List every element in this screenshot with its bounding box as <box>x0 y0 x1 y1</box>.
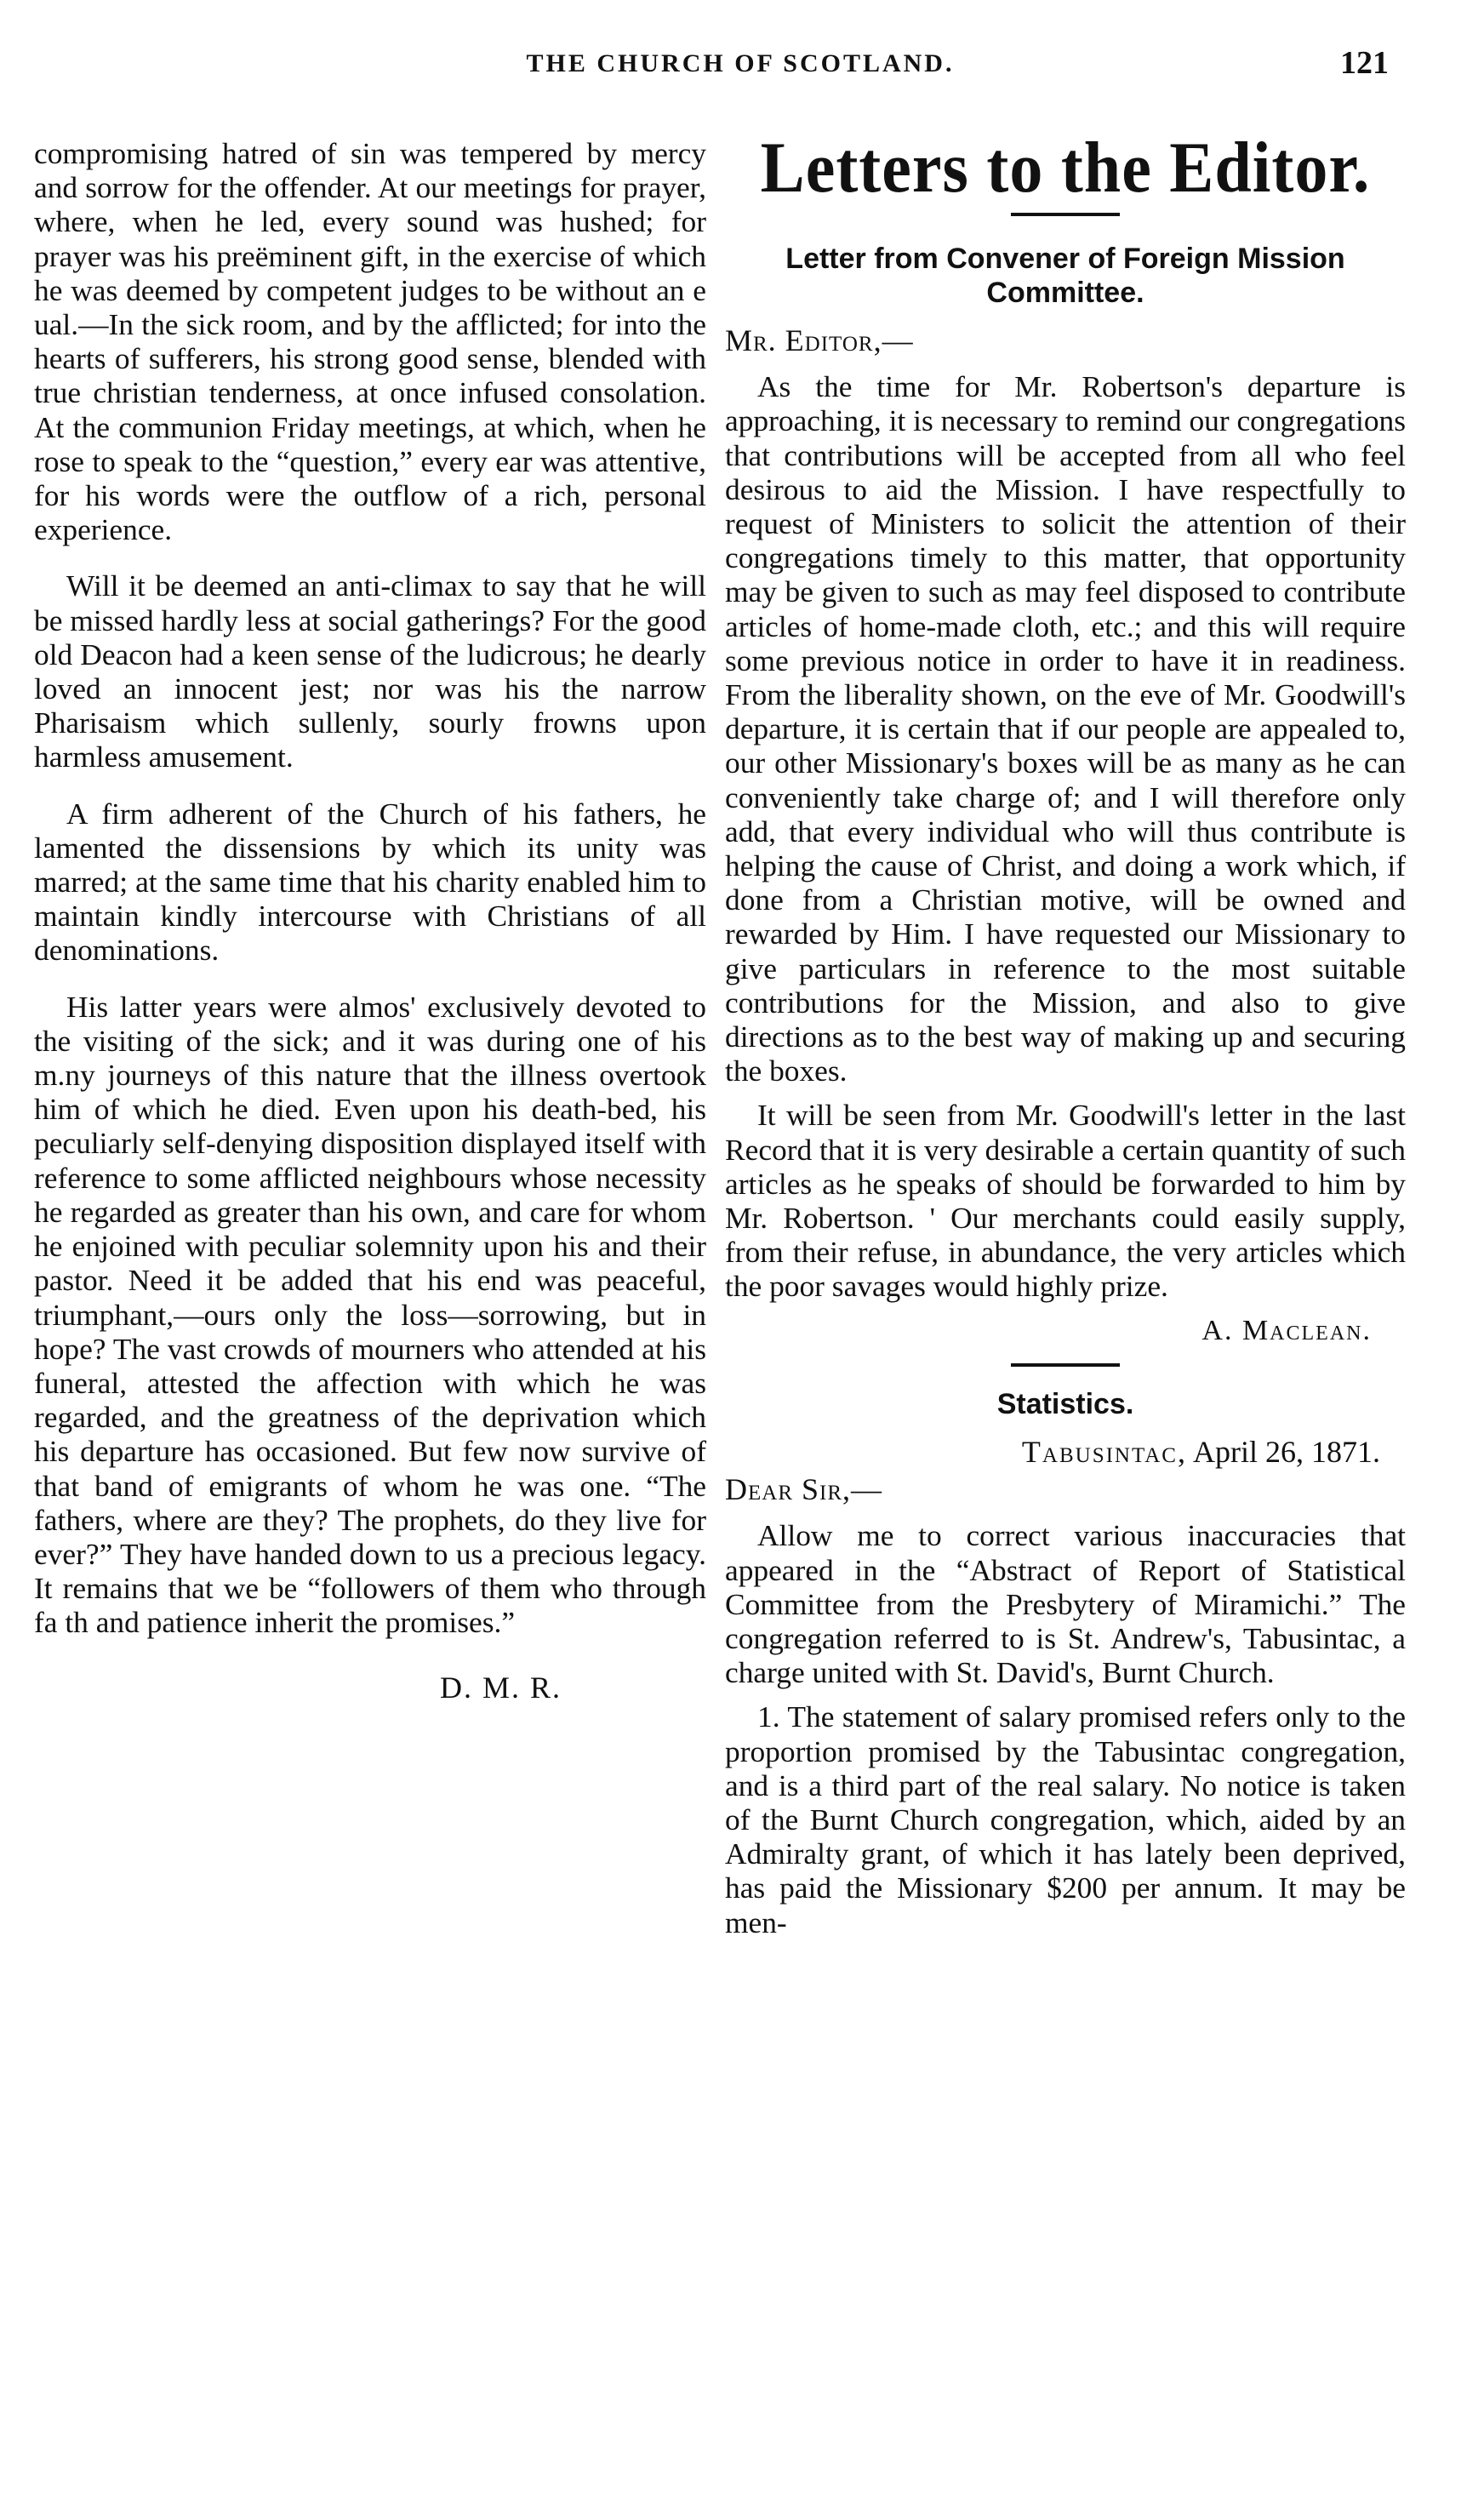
paragraph-statistics-1: Allow me to correct various inaccuracies that appeared in the “Abstract of Report of Statistical Committee from the Presbytery of Miramichi.” The congregation referred to is St. Andrew's, Tabusintac, a charge united with St. David's, Burnt Church. <box>725 1518 1406 1690</box>
letter-heading-convener: Letter from Convener of Foreign Mission Committee. <box>785 243 1345 309</box>
dateline <box>725 1435 1380 1469</box>
divider-rule <box>1011 1363 1120 1367</box>
dateline-date: April 26, 1871. <box>1193 1434 1380 1469</box>
paragraph-obituary-1: compromising hatred of sin was tempered by mercy and sorrow for the offender. At our meetings for prayer, where, when he led, every sound was hushed; for prayer was his preëminent gift, in the exercise of which he was deemed by competent judges to be without an e ual.—In the sick room, and by the afflicted; for into the hearts of sufferers, his strong good sense, blended with true christian tenderness, at once infused consolation. At the communion Friday meetings, at which, when he rose to speak to the “question,” every ear was attentive, for his words were the outflow of a rich, personal experience. <box>34 136 706 547</box>
salutation-mr-editor: Mr. Editor,— <box>725 323 914 357</box>
paragraph-obituary-3: A firm adherent of the Church of his fathers, he lamented the dissensions by which its unity was marred; at the same time that his charity enabled him to maintain kindly intercourse with Christians of all denominations. <box>34 796 706 968</box>
running-title: THE CHURCH OF SCOTLAND. <box>526 49 955 77</box>
dateline-place: Tabusintac, <box>1021 1434 1187 1469</box>
page-number: 121 <box>1340 45 1389 81</box>
obituary-signature: D. M. R. <box>439 1670 562 1705</box>
letter-heading-statistics: Statistics. <box>996 1387 1134 1420</box>
left-column <box>34 136 706 1705</box>
paragraph-obituary-2: Will it be deemed an anti-climax to say that he will be missed hardly less at social gatherings? For the good old Deacon had a keen sense of the ludicrous; he dearly loved an innocent jest; nor was his the narrow Pharisaism which sullenly, sourly frowns upon harmless amusement. <box>34 568 706 774</box>
paragraph-convener-1: As the time for Mr. Robertson's departure is approaching, it is necessary to remind our congregations that contributions will be accepted from all who feel desirous to aid the Mission. I have respectfully to request of Ministers to solicit the attention of their congregations timely to this matter, that opportunity may be given to such as may feel disposed to contribute articles of home-made cloth, etc.; and this will require some previous notice in order to have it in readiness. From the liberality shown, on the eve of Mr. Goodwill's departure, it is certain that if our people are appealed to, our other Missionary's boxes will be as many as he can conveniently take charge of; and I will therefore only add, that every individual who will thus contribute is helping the cause of Christ, and doing a work which, if done from a Christian motive, will be owned and rewarded by Him. I have requested our Missionary to give particulars in reference to the most suitable contributions for the Mission, and also to give directions as to the best way of making up and securing the boxes. <box>725 369 1406 1088</box>
paragraph-statistics-2: 1. The statement of salary promised refers only to the proportion promised by the Tabusintac congregation, and is a third part of the real salary. No notice is taken of the Burnt Church congregation, which, aided by an Admiralty grant, of which it has lately been deprived, has paid the Missionary $200 per annum. It may be men- <box>725 1699 1406 1939</box>
right-column <box>725 129 1406 1950</box>
paragraph-convener-2: It will be seen from Mr. Goodwill's letter in the last Record that it is very desirable a certain quantity of such articles as he speaks of should be forwarded to him by Mr. Robertson. ' Our merchants could easily supply, from their refuse, in abundance, the very articles which the poor savages would highly prize. <box>725 1098 1406 1304</box>
convener-signature: A. Maclean. <box>1201 1314 1372 1346</box>
paragraph-obituary-4: His latter years were almos' exclusively devoted to the visiting of the sick; and it was during one of his m.ny journeys of this nature that the illness overtook him of which he died. Even upon his death-bed, his peculiarly self-denying disposition displayed itself with reference to some afflicted neighbours whose necessity he regarded as greater than his own, and care for whom he enjoined with peculiar solemnity upon his and their pastor. Need it be added that his end was peaceful, triumphant,—ours only the loss—sorrowing, but in hope? The vast crowds of mourners who attended at his funeral, attested the affection with which he was regarded, and the greatness of the deprivation which his departure has occasioned. But few now survive of that band of emigrants of whom he was one. “The fathers, where are they? The prophets, do they live for ever?” They have handed down to us a precious legacy. It remains that we be “followers of them who through fa th and patience inherit the promises.” <box>34 989 706 1640</box>
divider-rule <box>1011 213 1120 216</box>
section-title: Letters to the Editor. <box>760 127 1371 208</box>
running-header <box>0 45 1484 83</box>
salutation-dear-sir: Dear Sir,— <box>725 1472 883 1507</box>
